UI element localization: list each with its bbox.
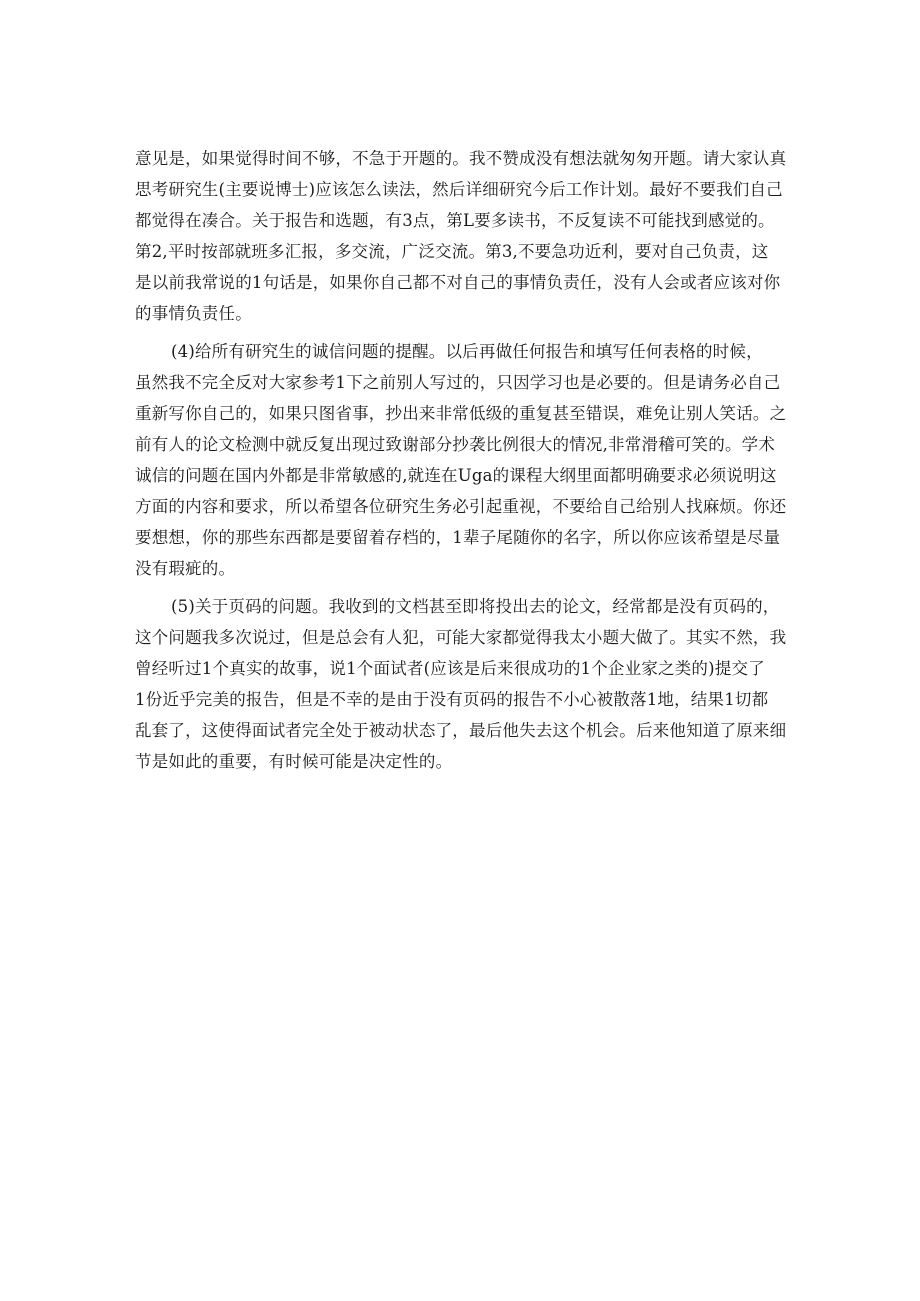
text-line: 都觉得在凑合。关于报告和选题，有3点，第L要多读书，不反复读不可能找到感觉的。 — [135, 211, 775, 230]
text-line: 诚信的问题在国内外都是非常敏感的,就连在Uga的课程大纲里面都明确要求必须说明这 — [135, 466, 777, 485]
text-line: 重新写你自己的，如果只图省事，抄出来非常低级的重复甚至错误，难免让别人笑话。之 — [135, 404, 787, 423]
text-line: 乱套了，这使得面试者完全处于被动状态了，最后他失去这个机会。后来他知道了原来细 — [135, 721, 787, 740]
text-line: 曾经听过1个真实的故事，说1个面试者(应该是后来很成功的1个企业家之类的)提交了 — [135, 659, 765, 678]
text-line: (5)关于页码的问题。我收到的文档甚至即将投出去的论文，经常都是没有页码的， — [171, 597, 780, 616]
body-text — [135, 143, 807, 777]
text-line: 是以前我常说的1句话是，如果你自己都不对自己的事情负责任，没有人会或者应该对你 — [135, 273, 781, 292]
paragraph-1 — [135, 143, 807, 329]
text-line: 思考研究生(主要说博士)应该怎么读法，然后详细研究今后工作计划。最好不要我们自己 — [135, 180, 783, 199]
text-line: 方面的内容和要求，所以希望各位研究生务必引起重视，不要给自己给别人找麻烦。你还 — [135, 497, 787, 516]
text-line: (4)给所有研究生的诚信问题的提醒。以后再做任何报告和填写任何表格的时候， — [171, 342, 763, 361]
paragraph-2 — [135, 336, 807, 584]
text-line: 第2,平时按部就班多汇报，多交流，广泛交流。第3,不要急功近利，要对自己负责，这 — [135, 242, 769, 261]
text-line: 前有人的论文检测中就反复出现过致谢部分抄袭比例很大的情况,非常滑稽可笑的。学术 — [135, 435, 776, 454]
text-line: 的事情负责任。 — [135, 304, 252, 323]
text-line: 要想想，你的那些东西都是要留着存档的，1辈子尾随你的名字，所以你应该希望是尽量 — [135, 528, 781, 547]
text-line: 虽然我不完全反对大家参考1下之前别人写过的，只因学习也是必要的。但是请务必自己 — [135, 373, 781, 392]
paragraph-3 — [135, 591, 807, 777]
text-line: 意见是，如果觉得时间不够，不急于开题的。我不赞成没有想法就匆匆开题。请大家认真 — [135, 149, 787, 168]
text-line: 节是如此的重要，有时候可能是决定性的。 — [135, 752, 453, 771]
text-line: 1份近乎完美的报告，但是不幸的是由于没有页码的报告不小心被散落1地，结果1切都 — [135, 690, 769, 709]
text-line: 没有瑕疵的。 — [135, 559, 236, 578]
text-line: 这个问题我多次说过，但是总会有人犯，可能大家都觉得我太小题大做了。其实不然，我 — [135, 628, 787, 647]
